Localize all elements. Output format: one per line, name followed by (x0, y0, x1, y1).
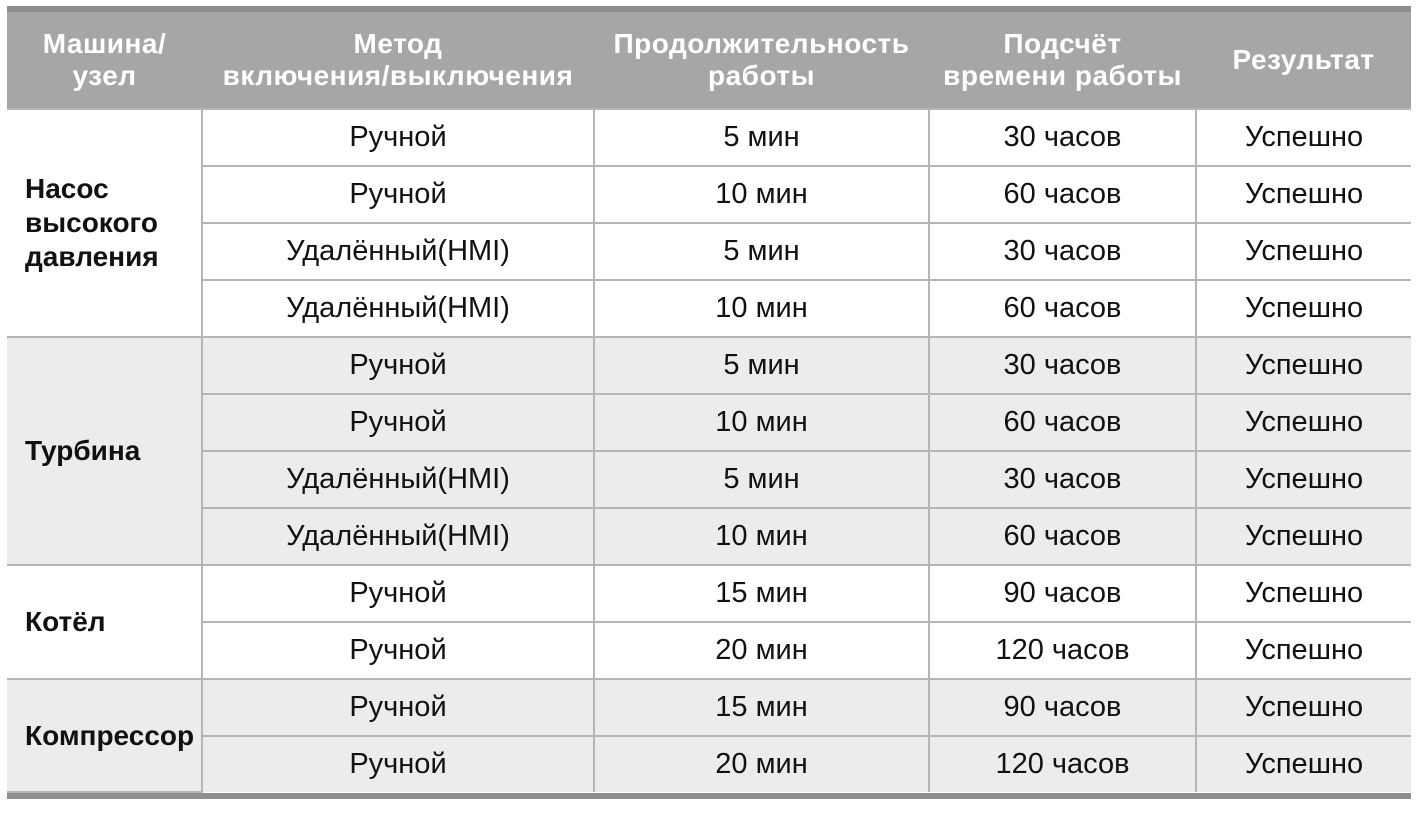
header-duration-line-1: Продолжительность (613, 28, 910, 59)
machine-cell-pump (7, 109, 202, 337)
count-cell: 30 часов (929, 223, 1196, 280)
machine-name-line: давления (25, 241, 159, 272)
machine-cell-compressor (7, 679, 202, 792)
count-cell: 90 часов (929, 679, 1196, 736)
duration-cell: 10 мин (594, 166, 929, 223)
header-duration-line-2: работы (707, 60, 815, 91)
count-cell: 60 часов (929, 280, 1196, 337)
table-row (7, 280, 1411, 337)
count-cell: 90 часов (929, 565, 1196, 622)
duration-cell: 10 мин (594, 394, 929, 451)
duration-cell: 5 мин (594, 109, 929, 166)
table-row (7, 565, 1411, 622)
duration-cell: 5 мин (594, 337, 929, 394)
count-cell: 30 часов (929, 451, 1196, 508)
count-cell: 120 часов (929, 736, 1196, 792)
table-body (7, 109, 1411, 792)
count-cell: 120 часов (929, 622, 1196, 679)
header-machine (7, 12, 202, 109)
table-row (7, 508, 1411, 565)
header-method-line-1: Метод (353, 28, 443, 59)
method-cell: Удалённый(HMI) (202, 451, 594, 508)
table-row (7, 223, 1411, 280)
result-cell: Успешно (1196, 736, 1411, 792)
machine-name-line: Насос (25, 173, 109, 204)
method-cell: Ручной (202, 565, 594, 622)
table-row (7, 337, 1411, 394)
machine-cell-turbine (7, 337, 202, 565)
duration-cell: 10 мин (594, 508, 929, 565)
count-cell: 30 часов (929, 109, 1196, 166)
method-cell: Ручной (202, 679, 594, 736)
method-cell: Ручной (202, 622, 594, 679)
header-row (7, 12, 1411, 109)
header-count-line-2: времени работы (943, 60, 1182, 91)
machine-name-line: Котёл (25, 606, 106, 637)
header-count-line-1: Подсчёт (1003, 28, 1122, 59)
method-cell: Удалённый(HMI) (202, 280, 594, 337)
result-cell: Успешно (1196, 109, 1411, 166)
table-header (7, 12, 1411, 109)
table-row (7, 679, 1411, 736)
header-method-line-2: включения/выключения (222, 60, 574, 91)
result-cell: Успешно (1196, 622, 1411, 679)
test-results-table (7, 12, 1411, 793)
result-cell: Успешно (1196, 166, 1411, 223)
duration-cell: 5 мин (594, 223, 929, 280)
method-cell: Ручной (202, 736, 594, 792)
duration-cell: 20 мин (594, 622, 929, 679)
count-cell: 60 часов (929, 394, 1196, 451)
result-cell: Успешно (1196, 508, 1411, 565)
header-method (202, 12, 594, 109)
duration-cell: 20 мин (594, 736, 929, 792)
method-cell: Удалённый(HMI) (202, 508, 594, 565)
table-row (7, 394, 1411, 451)
machine-name-line: Компрессор (25, 719, 195, 751)
table-row (7, 451, 1411, 508)
header-result (1196, 12, 1411, 109)
method-cell: Ручной (202, 166, 594, 223)
header-duration (594, 12, 929, 109)
result-cell: Успешно (1196, 679, 1411, 736)
method-cell: Удалённый(HMI) (202, 223, 594, 280)
table-row (7, 166, 1411, 223)
method-cell: Ручной (202, 109, 594, 166)
machine-name-line: высокого (25, 207, 158, 238)
method-cell: Ручной (202, 337, 594, 394)
result-cell: Успешно (1196, 223, 1411, 280)
duration-cell: 15 мин (594, 565, 929, 622)
duration-cell: 15 мин (594, 679, 929, 736)
count-cell: 60 часов (929, 508, 1196, 565)
header-machine-line-1: Машина/ (42, 28, 167, 59)
test-results-table-frame (7, 6, 1411, 799)
duration-cell: 10 мин (594, 280, 929, 337)
duration-cell: 5 мин (594, 451, 929, 508)
result-cell: Успешно (1196, 280, 1411, 337)
header-machine-line-2: узел (72, 60, 137, 91)
result-cell: Успешно (1196, 565, 1411, 622)
header-count (929, 12, 1196, 109)
table-row (7, 622, 1411, 679)
machine-cell-boiler (7, 565, 202, 679)
machine-name-line: Турбина (25, 435, 141, 466)
count-cell: 30 часов (929, 337, 1196, 394)
result-cell: Успешно (1196, 451, 1411, 508)
table-row (7, 109, 1411, 166)
header-result-label: Результат (1232, 44, 1375, 75)
count-cell: 60 часов (929, 166, 1196, 223)
result-cell: Успешно (1196, 337, 1411, 394)
result-cell: Успешно (1196, 394, 1411, 451)
table-row (7, 736, 1411, 792)
method-cell: Ручной (202, 394, 594, 451)
